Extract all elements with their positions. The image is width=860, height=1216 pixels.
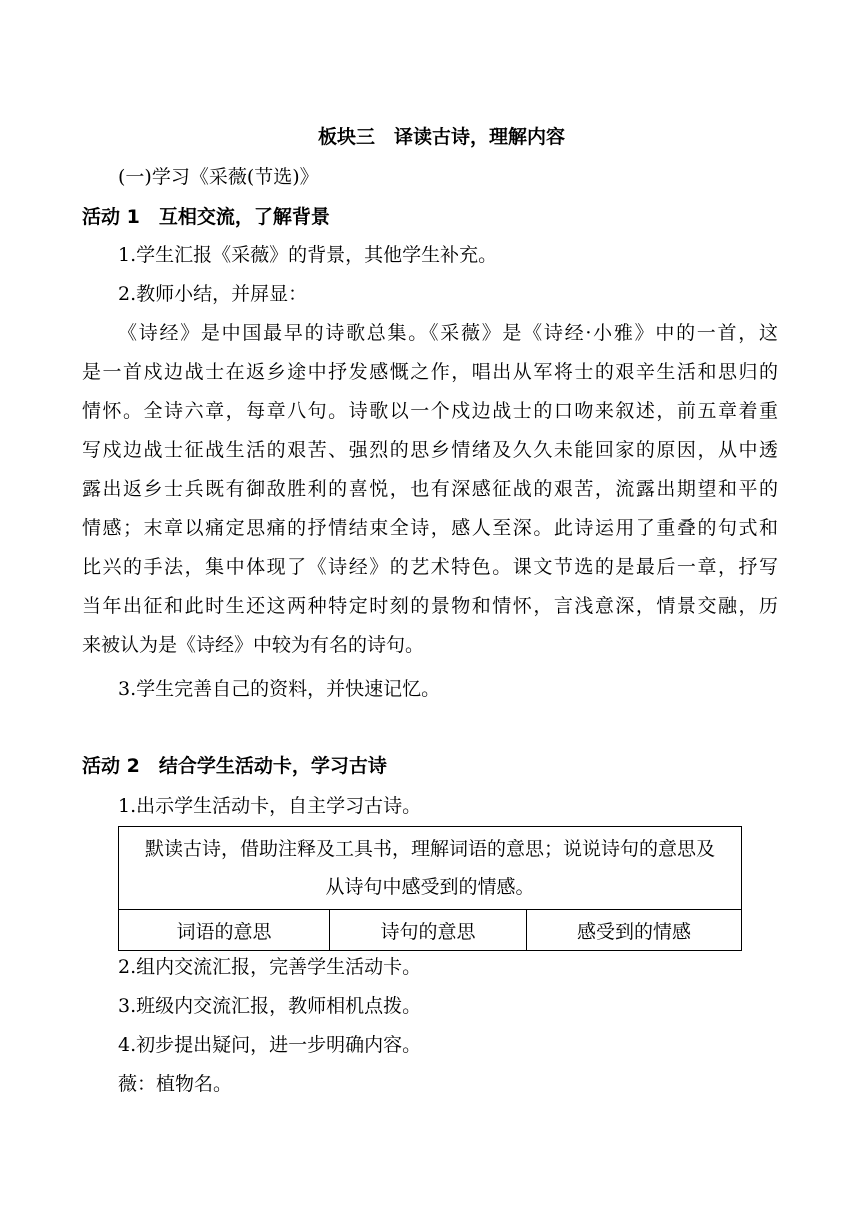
column-word-meaning: 词语的意思 [119,910,330,951]
paragraph-line: 情怀。全诗六章，每章八句。诗歌以一个戍边战士的口吻来叙述，前五章着重 [82,400,778,422]
activity1-step2: 2.教师小结，并屏显： [118,283,308,305]
paragraph-line: 当年出征和此时生还这两种特定时刻的景物和情怀，言浅意深，情景交融，历 [82,595,778,617]
paragraph-line: 比兴的手法，集中体现了《诗经》的艺术特色。课文节选的是最后一章，抒写 [82,556,778,578]
student-activity-card [118,826,742,951]
paragraph-line: 是一首戍边战士在返乡途中抒发感慨之作，唱出从军将士的艰辛生活和思归的 [82,361,778,383]
activity-card-prompt-line: 从诗句中感受到的情感。 [325,876,535,898]
paragraph-line: 《诗经》是中国最早的诗歌总集。《采薇》是《诗经·小雅》中的一首，这 [118,322,778,344]
activity2-step1: 1.出示学生活动卡，自主学习古诗。 [118,795,422,817]
column-emotion: 感受到的情感 [527,910,742,951]
activity-card-prompt-line: 默读古诗，借助注释及工具书，理解词语的意思；说说诗句的意思及 [144,838,715,860]
paragraph-line: 情感；末章以痛定思痛的抒情结束全诗，感人至深。此诗运用了重叠的句式和 [82,517,778,539]
activity2-heading: 活动 2 结合学生活动卡，学习古诗 [82,755,387,777]
activity1-heading: 活动 1 互相交流，了解背景 [82,206,330,228]
activity1-step3: 3.学生完善自己的资料，并快速记忆。 [118,678,441,700]
section-title: 板块三 译读古诗，理解内容 [318,126,566,148]
vocabulary-note: 薇：植物名。 [118,1073,233,1095]
activity-card-prompt [119,827,742,910]
activity2-step3: 3.班级内交流汇报，教师相机点拨。 [118,995,422,1017]
paragraph-line: 露出返乡士兵既有御敌胜利的喜悦，也有深感征战的艰苦，流露出期望和平的 [82,478,778,500]
column-line-meaning: 诗句的意思 [330,910,527,951]
activity2-step2: 2.组内交流汇报，完善学生活动卡。 [118,956,422,978]
paragraph-line: 写戍边战士征战生活的艰苦、强烈的思乡情绪及久久未能回家的原因，从中透 [82,439,778,461]
subsection-title: (一)学习《采薇(节选)》 [118,166,319,188]
paragraph-line: 来被认为是《诗经》中较为有名的诗句。 [82,634,425,656]
activity2-step4: 4.初步提出疑问，进一步明确内容。 [118,1034,422,1056]
activity1-step1: 1.学生汇报《采薇》的背景，其他学生补充。 [118,244,498,266]
